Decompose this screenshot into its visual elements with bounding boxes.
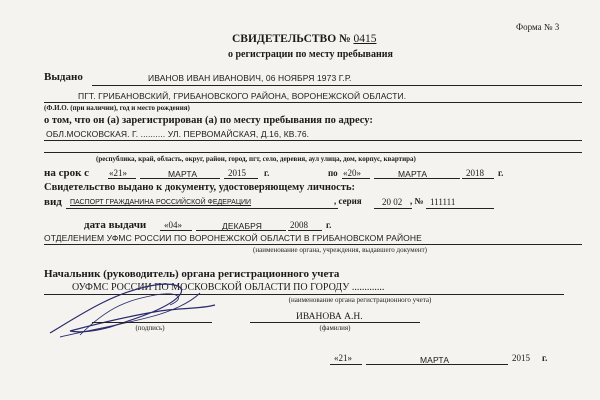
issue-date-year: 2008 [290,220,308,230]
authority-caption: (наименование органа, учреждения, выдавшего документ) [253,246,427,254]
issue-date-day: «04» [164,220,182,230]
address-value: ОБЛ.МОСКОВСКАЯ. Г. .......... УЛ. ПЕРВОМАЙСКАЯ, Д.16, КВ.76. [46,129,310,139]
issue-date-label: дата выдачи [84,219,147,231]
registration-body-caption: (наименование органа регистрационного учета) [288,296,432,304]
term-to-day: «20» [343,168,361,178]
form-number: Форма № 3 [516,22,560,32]
final-date-suffix: г. [542,353,548,363]
surname-caption: (фамилия) [319,324,351,332]
issued-to-value: ИВАНОВ ИВАН ИВАНОВИЧ, 06 НОЯБРЯ 1973 Г.Р. [148,73,352,83]
final-date-day-value: 21 [338,353,348,363]
term-to-month: МАРТА [398,169,428,179]
document-series-value: 20 02 [382,197,403,207]
term-from-day: «21» [109,168,127,178]
document-number-label: , № [410,196,424,206]
registered-text: о том, что он (а) зарегистрирован (а) по месту пребывания по адресу: [44,115,373,126]
term-to-day-value: 20 [347,168,357,178]
certificate-number: 0415 [353,33,377,45]
final-date-month: МАРТА [420,355,450,365]
document-type-value: ПАСПОРТ ГРАЖДАНИНА РОССИЙСКОЙ ФЕДЕРАЦИИ [70,199,252,206]
title-prefix: СВИДЕТЕЛЬСТВО № [232,33,351,45]
document-type-label: вид [44,196,62,208]
birthplace-value: ПГТ. ГРИБАНОВСКИЙ, ГРИБАНОВСКОГО РАЙОНА, ВОРОНЕЖСКОЙ ОБЛАСТИ. [78,91,407,101]
term-to-year: 2018 [466,168,484,178]
issuing-authority-value: ОТДЕЛЕНИЕМ УФМС РОССИИ ПО ВОРОНЕЖСКОЙ ОБЛАСТИ В ГРИБАНОВСКОМ РАЙОНЕ [44,233,422,243]
term-from-month: МАРТА [168,169,198,179]
registration-body-value: ОУФМС РОССИИ ПО МОСКОВСКОЙ ОБЛАСТИ ПО ГОРОДУ ............. [72,282,385,293]
document-series-label: , серия [334,196,362,206]
certificate-subtitle: о регистрации по месту пребывания [228,49,393,60]
term-label: на срок с [44,167,90,179]
issued-label: Выдано [44,71,83,83]
document-number-value: 111111 [430,197,456,207]
final-date-day: «21» [334,353,352,363]
signature-scribble [40,275,240,345]
fio-caption: (Ф.И.О. (при наличии), год и место рождения) [44,104,190,112]
issue-date-month: ДЕКАБРЯ [222,221,262,231]
signer-name: ИВАНОВА А.Н. [296,312,363,322]
term-from-year-suffix: г. [264,168,270,178]
term-from-day-value: 21 [113,168,123,178]
issue-date-suffix: г. [326,220,332,230]
signature-caption: (подпись) [135,324,165,332]
head-label: Начальник (руководитель) органа регистрационного учета [44,268,340,280]
certificate-title [232,33,376,45]
address-caption: (республика, край, область, округ, район, город, пгт, село, деревня, аул улица, дом, корпус, квартира) [96,155,416,163]
term-from-year: 2015 [228,168,246,178]
term-to-label: по [328,168,338,178]
issue-date-day-value: 04 [168,220,178,230]
final-date-year: 2015 [512,353,530,363]
term-to-year-suffix: г. [498,168,504,178]
issued-by-doc-text: Свидетельство выдано к документу, удостоверяющему личность: [44,182,356,193]
